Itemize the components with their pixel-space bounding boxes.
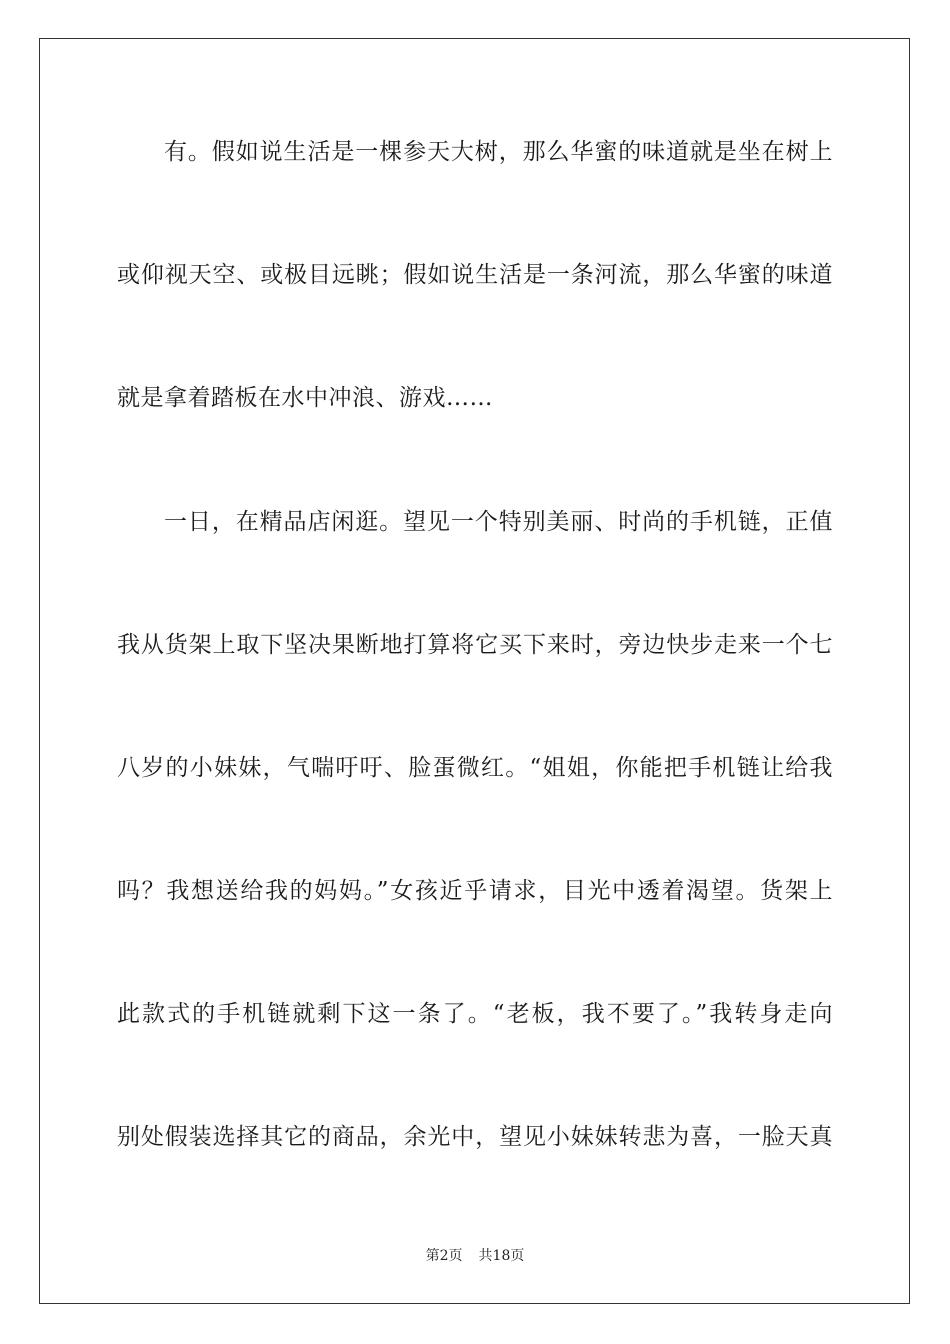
text-line-6: 八岁的小妹妹，气喘吁吁、脸蛋微红。“姐姐，你能把手机链让给我	[117, 755, 833, 781]
text-line-7: 吗？我想送给我的妈妈。”女孩近乎请求，目光中透着渴望。货架上	[117, 878, 833, 904]
text-line-2: 或仰视天空、或极目远眺；假如说生活是一条河流，那么华蜜的味道	[117, 262, 833, 288]
page-number-current: 第2页	[425, 1248, 463, 1264]
page-number-total: 共18页	[478, 1248, 525, 1264]
page-border	[39, 38, 910, 1304]
text-line-1: 有。假如说生活是一棵参天大树，那么华蜜的味道就是坐在树上	[164, 139, 833, 165]
text-line-5: 我从货架上取下坚决果断地打算将它买下来时，旁边快步走来一个七	[117, 632, 833, 658]
page-footer	[0, 1246, 950, 1266]
text-line-8: 此款式的手机链就剩下这一条了。“老板，我不要了。”我转身走向	[117, 1001, 833, 1027]
text-line-9: 别处假装选择其它的商品，余光中，望见小妹妹转悲为喜，一脸天真	[117, 1124, 833, 1150]
text-line-3: 就是拿着踏板在水中冲浪、游戏……	[117, 385, 493, 411]
text-line-4: 一日，在精品店闲逛。望见一个特别美丽、时尚的手机链，正值	[164, 509, 833, 535]
